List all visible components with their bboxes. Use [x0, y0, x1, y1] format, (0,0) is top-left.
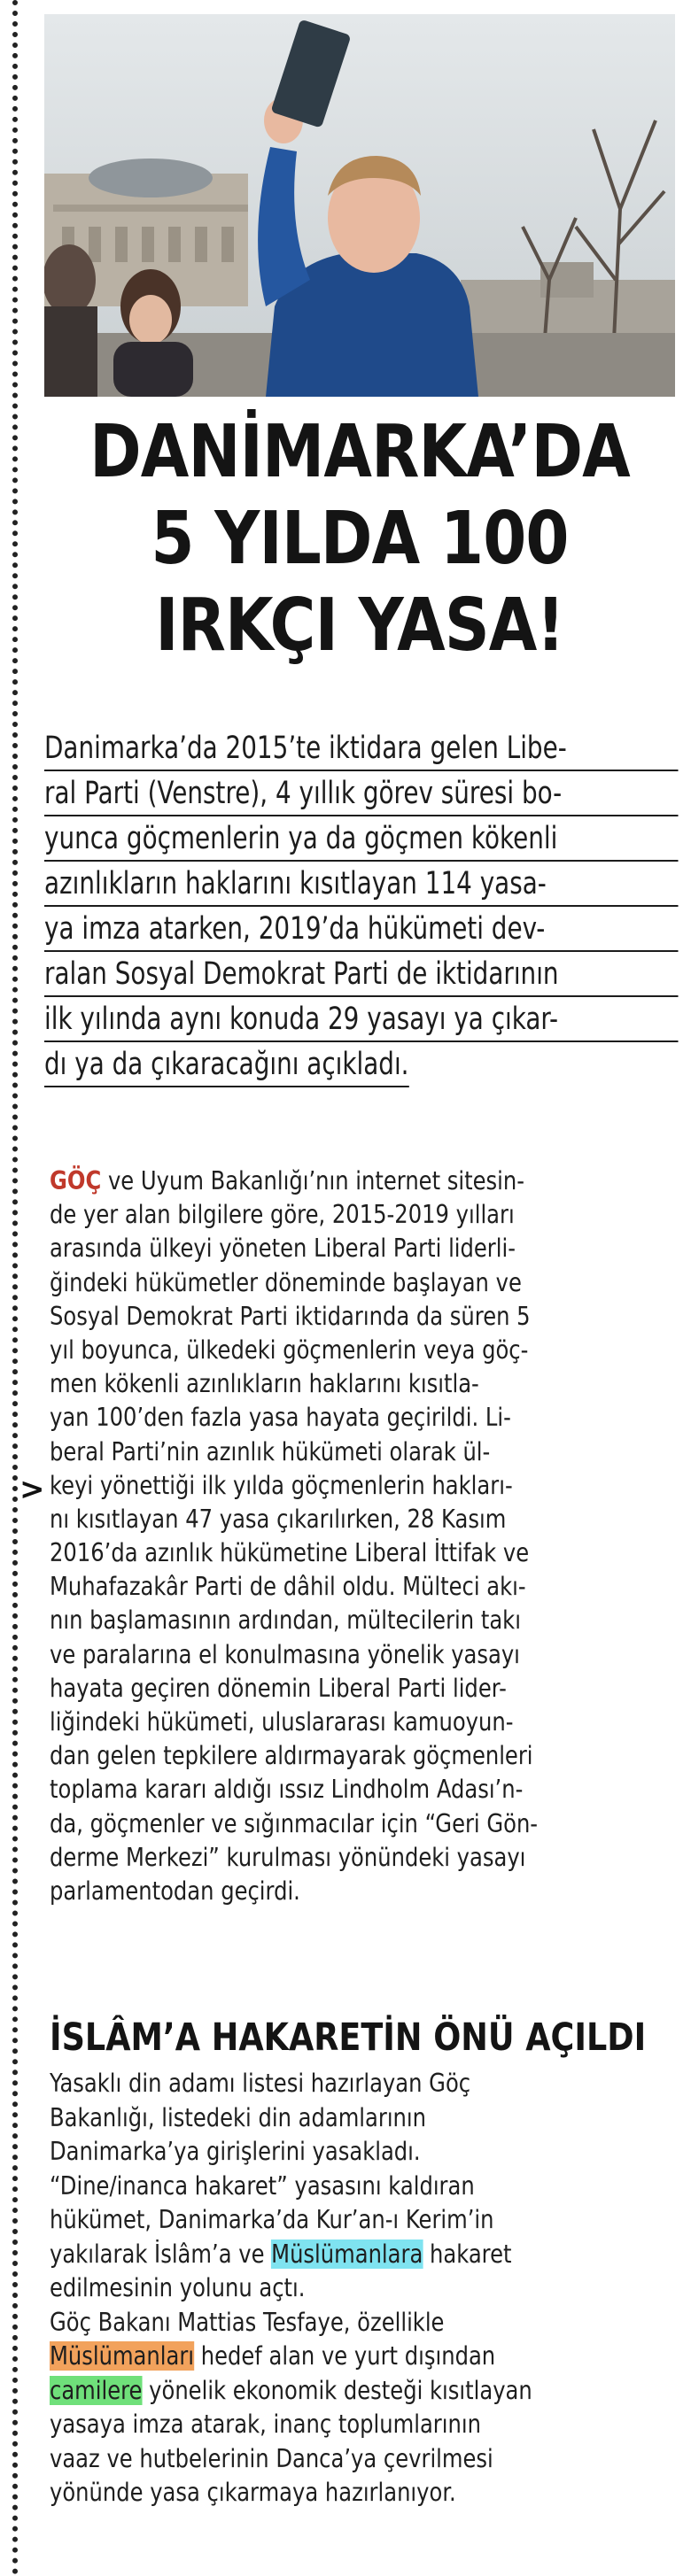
section-body	[50, 2067, 675, 2510]
body-line: hayata geçiren dönemin Liberal Parti lider-	[50, 1673, 507, 1703]
section-line: “Dine/inanca hakaret” yasasını kaldıran	[50, 2170, 475, 2201]
lead-line: ya imza atarken, 2019’da hükümeti dev-	[44, 907, 679, 952]
section-line: edilmesinin yolunu açtı.	[50, 2273, 306, 2302]
section-line: Danimarka’ya girişlerini yasakladı.	[50, 2137, 421, 2166]
body-line: Sosyal Demokrat Parti iktidarında da süren 5	[50, 1301, 531, 1331]
body-line: parlamentodan geçirdi.	[50, 1876, 300, 1906]
continuation-arrow-icon: >	[19, 1472, 45, 1507]
body-line: liğindeki hükümeti, uluslararası kamuoyun-	[50, 1707, 514, 1737]
section-line	[50, 2374, 581, 2409]
lead-line: ral Parti (Venstre), 4 yıllık görev süresi bo-	[44, 771, 679, 816]
lead-paragraph	[44, 726, 675, 1087]
section-line: Yasaklı din adamı listesi hazırlayan Göç	[50, 2069, 471, 2098]
headline-line: IRKÇI YASA!	[155, 584, 564, 668]
section-line	[50, 2238, 581, 2272]
article-headline	[89, 409, 631, 669]
lead-line: Danimarka’da 2015’te iktidara gelen Libe-	[44, 726, 679, 771]
section-line: Göç Bakanı Mattias Tesfaye, özellikle	[50, 2307, 445, 2337]
section-line-text: yönelik ekonomik desteği kısıtlayan	[142, 2375, 532, 2405]
article-photo	[44, 14, 675, 397]
lead-line: dı ya da çıkaracağını açıkladı.	[44, 1042, 409, 1087]
body-line: derme Merkezi” kurulması yönündeki yasayı	[50, 1842, 526, 1872]
dotted-column-rule	[12, 0, 18, 2576]
lead-line: ralan Sosyal Demokrat Parti de iktidarının	[44, 952, 679, 997]
body-line: nı kısıtlayan 47 yasa çıkarılırken, 28 Kasım	[50, 1504, 507, 1534]
lead-line: azınlıkların haklarını kısıtlayan 114 yasa-	[44, 862, 679, 907]
body-line: de yer alan bilgilere göre, 2015-2019 yılları	[50, 1200, 515, 1230]
body-lead-word: GÖÇ	[50, 1166, 102, 1195]
body-line: ve paralarına el konulmasına yönelik yasayı	[50, 1639, 520, 1669]
body-line: nın başlamasının ardından, mültecilerin takı	[50, 1605, 521, 1636]
body-line: yan 100’den fazla yasa hayata geçirildi. Li-	[50, 1403, 511, 1433]
highlighted-word: Müslümanlara	[271, 2239, 423, 2269]
body-line: dan gelen tepkilere aldırmayarak göçmenleri	[50, 1741, 533, 1771]
section-line: Bakanlığı, listedeki din adamlarının	[50, 2102, 426, 2132]
section-line: vaaz ve hutbelerinin Danca’ya çevrilmesi	[50, 2443, 493, 2473]
article-body	[50, 1164, 675, 1908]
body-line: beral Parti’nin azınlık hükümeti olarak ül-	[50, 1436, 491, 1466]
highlighted-word: Müslümanları	[50, 2341, 195, 2371]
body-line: toplama kararı aldığı ıssız Lindholm Adası’n-	[50, 1775, 524, 1805]
section-line-text: hakaret	[423, 2239, 512, 2269]
headline-line: DANİMARKA’DA	[89, 410, 630, 494]
body-line: yıl boyunca, ülkedeki göçmenlerin veya göç-	[50, 1334, 529, 1365]
body-line: men kökenli azınlıkların haklarını kısıtla-	[50, 1369, 479, 1399]
section-subheading: İSLÂM’A HAKARETİN ÖNÜ AÇILDI	[50, 2015, 647, 2060]
section-line-text: hedef alan ve yurt dışından	[194, 2341, 496, 2371]
highlighted-word: camilere	[50, 2375, 143, 2405]
section-line: yönünde yasa çıkarmaya hazırlanıyor.	[50, 2478, 456, 2507]
section-line: hükümet, Danimarka’da Kur’an-ı Kerim’in	[50, 2205, 494, 2234]
lead-line: ilk yılında aynı konuda 29 yasayı ya çıkar-	[44, 997, 679, 1042]
body-line	[50, 1164, 581, 1198]
body-line: Muhafazakâr Parti de dâhil oldu. Mülteci akı-	[50, 1572, 526, 1602]
section-line	[50, 2340, 581, 2374]
photo-illustration	[44, 14, 675, 397]
lead-line: yunca göçmenlerin ya da göçmen kökenli	[44, 816, 679, 862]
section-line-text: yakılarak İslâm’a ve	[50, 2239, 272, 2269]
body-line: ğindeki hükümetler döneminde başlayan ve	[50, 1267, 522, 1297]
headline-line: 5 YILDA 100	[151, 497, 569, 581]
body-line: keyi yönettiği ilk yılda göçmenlerin hakları-	[50, 1470, 513, 1500]
body-line: arasında ülkeyi yöneten Liberal Parti liderli-	[50, 1234, 516, 1264]
body-line: da, göçmenler ve sığınmacılar için “Geri Gön-	[50, 1808, 539, 1838]
body-line: 2016’da azınlık hükümetine Liberal İttifak ve	[50, 1538, 530, 1568]
body-line-text: ve Uyum Bakanlığı’nın internet sitesin-	[101, 1166, 524, 1195]
section-line: yasaya imza atarak, inanç toplumlarının	[50, 2410, 481, 2439]
